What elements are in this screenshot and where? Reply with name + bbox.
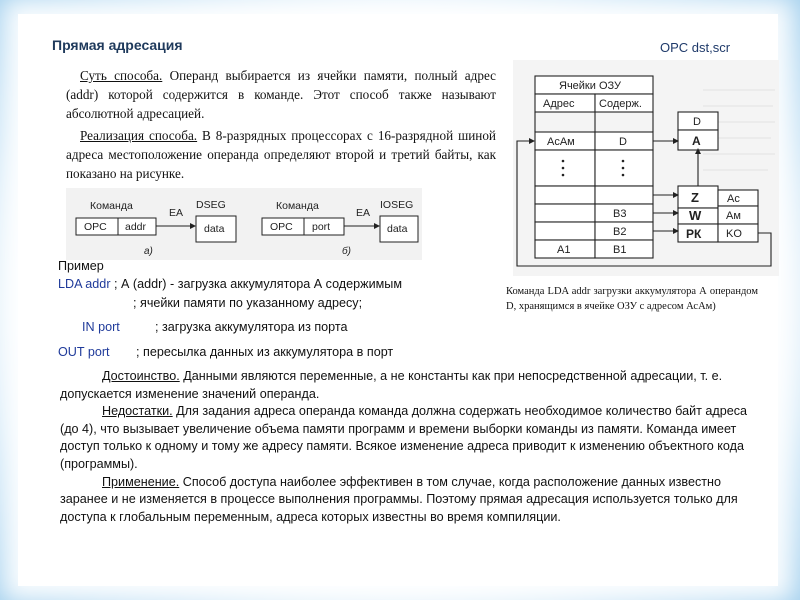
memory-diagram-caption: Команда LDA addr загрузки аккумулятора А операндом D, хранящимся в ячейке ОЗУ с адресом АсАм) (506, 286, 758, 312)
example-comment-2: ; ячейки памяти по указанному адресу; (133, 296, 363, 310)
example-comment-3: ; загрузка аккумулятора из порта (155, 320, 348, 334)
example-line-1 (58, 275, 402, 293)
example-heading: Пример (58, 259, 104, 273)
bottom-text (60, 368, 750, 526)
seg-label-b: IOSEG (380, 199, 414, 211)
ea-label-b: EA (356, 207, 371, 219)
application-text: Способ доступа наиболее эффективен в том случае, когда расположение данных известно заранее и не изменяется в процессе выполнения программы. Поэтому прямая адресация используется только для доступа к глобальным переменным, адреса которых известны во время компиляции. (60, 474, 738, 524)
seg-label-a: DSEG (196, 199, 226, 211)
mem-col-content: Содерж. (599, 98, 642, 110)
cmd-label-a: Команда (90, 200, 133, 212)
data-a: data (204, 223, 225, 235)
cmd-label-b: Команда (276, 200, 319, 212)
mem-row-b1: B1 (613, 244, 627, 256)
implementation-heading: Реализация способа. (80, 128, 198, 143)
mem-row-b3: B3 (613, 208, 627, 220)
cell-opc-a: OPC (84, 221, 107, 233)
addressing-diagram (66, 188, 422, 260)
cpu-am: Aм (726, 210, 741, 222)
caption-a: а) (144, 246, 153, 257)
disadvantages-text: Для задания адреса операнда команда должна содержать необходимое количество байт адреса (до 4), что вызывает увеличение объема памяти программ и времени выборки команды из памяти. Команда имеет доступ только к одному и тому же адресу памяти. Всякое изменение адреса приводит к изменению объектного кода (программы). (60, 404, 748, 471)
advantages-heading: Достоинство. (102, 369, 180, 383)
example-line-4 (58, 343, 393, 361)
example-cmd-1: LDA addr (58, 277, 111, 291)
slide-title: Прямая адресация (52, 37, 183, 53)
example-line-3 (82, 318, 348, 336)
cpu-w: W (689, 208, 702, 223)
corner-label: OPC dst,scr (660, 40, 731, 55)
example-cmd-4: OUT port (58, 345, 110, 359)
reg-d: D (693, 116, 701, 128)
mem-row1-content: D (619, 136, 627, 148)
example-cmd-3: IN port (82, 320, 120, 334)
advantages-paragraph (60, 368, 750, 403)
essence-text: Операнд выбирается из ячейки памяти, полный адрес (addr) которой содержится в команде. Этот способ также называют абсолютной адресацией. (66, 68, 496, 121)
essence-heading: Суть способа. (80, 68, 163, 83)
intro-paragraph (66, 66, 496, 123)
example-comment-1: ; А (addr) - загрузка аккумулятора А содержимым (110, 277, 402, 291)
example-line-2 (133, 294, 362, 312)
memory-diagram (513, 60, 779, 276)
cpu-ac: Ac (727, 193, 740, 205)
data-b: data (387, 223, 408, 235)
cell-port-b: port (312, 221, 331, 233)
cell-opc-b: OPC (270, 221, 293, 233)
example-comment-4: ; пересылка данных из аккумулятора в порт (136, 345, 394, 359)
cpu-ko: KO (726, 228, 742, 240)
disadvantages-heading: Недостатки. (102, 404, 173, 419)
advantages-text: Данными являются переменные, а не константы как при непосредственной адресации, т. е. допускается изменение значений операнда. (60, 369, 723, 401)
implementation-paragraph (66, 126, 496, 183)
cpu-rk: РК (686, 227, 702, 241)
application-heading: Применение. (102, 474, 180, 489)
mem-header: Ячейки ОЗУ (559, 80, 622, 92)
application-paragraph (60, 474, 750, 527)
implementation-text: В 8-разрядных процессорах с 16-разрядной шиной адреса местоположение операнда определяют второй и третий байты, как показано на рисунке. (66, 128, 496, 181)
cpu-z: Z (691, 190, 699, 205)
mem-col-address: Адрес (543, 98, 575, 110)
mem-row1-address: АсАм (547, 136, 575, 148)
disadvantages-paragraph (60, 403, 750, 473)
cell-addr-a: addr (125, 221, 147, 233)
caption-b: б) (342, 246, 351, 257)
mem-row-a1: A1 (557, 244, 571, 256)
reg-a: A (692, 134, 701, 148)
ea-label-a: EA (169, 207, 184, 219)
mem-row-b2: B2 (613, 226, 627, 238)
